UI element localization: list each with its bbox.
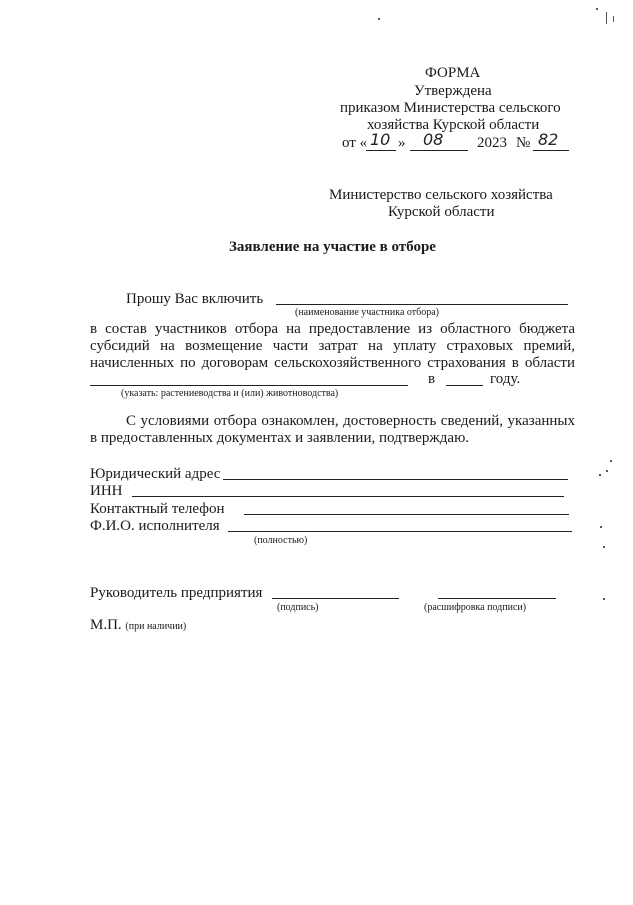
scan-speck bbox=[606, 470, 608, 472]
participant-name-field[interactable] bbox=[276, 304, 568, 305]
addressee-line-1: Министерство сельского хозяйства bbox=[329, 187, 553, 203]
scan-speck bbox=[613, 16, 614, 22]
number-underline bbox=[533, 150, 569, 151]
branch-caption: (указать: растениеводства и (или) животноводства) bbox=[121, 388, 339, 399]
scan-speck bbox=[603, 598, 605, 600]
date-prefix: от « bbox=[342, 135, 368, 151]
legal-address-field[interactable] bbox=[223, 479, 568, 480]
approved-label: Утверждена bbox=[414, 83, 492, 99]
scan-speck bbox=[599, 474, 601, 476]
paragraph-line-2: субсидий на возмещение части затрат на уплату страховых премий, bbox=[90, 338, 575, 354]
date-month-handwritten: 08 bbox=[423, 130, 444, 149]
branch-field[interactable] bbox=[90, 385, 408, 386]
inn-field[interactable] bbox=[132, 496, 564, 497]
year-label: году. bbox=[490, 371, 521, 387]
executor-caption: (полностью) bbox=[254, 535, 308, 546]
year-field[interactable] bbox=[446, 385, 483, 386]
date-day-handwritten: 10 bbox=[370, 130, 391, 149]
number-label: № bbox=[516, 135, 531, 151]
date-year: 2023 bbox=[477, 135, 507, 151]
signature-field[interactable] bbox=[272, 598, 399, 599]
request-prefix: Прошу Вас включить bbox=[126, 291, 264, 307]
scan-speck bbox=[603, 546, 605, 548]
paragraph-line-1: в состав участников отбора на предоставление из областного бюджета bbox=[90, 321, 575, 337]
order-line-1: приказом Министерства сельского bbox=[340, 100, 561, 116]
consent-line-2: в предоставленных документах и заявлении, подтверждаю. bbox=[90, 430, 470, 446]
signature-caption: (подпись) bbox=[277, 602, 319, 613]
participant-caption: (наименование участника отбора) bbox=[295, 307, 439, 318]
stamp-label bbox=[90, 616, 186, 634]
head-label: Руководитель предприятия bbox=[90, 585, 263, 601]
scan-speck bbox=[610, 460, 612, 462]
scan-speck bbox=[600, 526, 602, 528]
day-underline bbox=[366, 150, 396, 151]
scan-speck bbox=[596, 8, 598, 10]
inn-label: ИНН bbox=[90, 483, 123, 499]
order-line-2: хозяйства Курской области bbox=[367, 117, 540, 133]
month-underline bbox=[410, 150, 468, 151]
date-quote-close: » bbox=[398, 135, 406, 151]
stamp-abbrev: М.П. bbox=[90, 617, 122, 633]
consent-line-1: С условиями отбора ознакомлен, достоверность сведений, указанных bbox=[126, 413, 575, 429]
signature-decoding-field[interactable] bbox=[438, 598, 556, 599]
phone-field[interactable] bbox=[244, 514, 569, 515]
scan-speck bbox=[378, 18, 380, 20]
executor-field[interactable] bbox=[228, 531, 572, 532]
form-label: ФОРМА bbox=[425, 65, 481, 81]
number-handwritten: 82 bbox=[538, 130, 559, 149]
addressee-line-2: Курской области bbox=[388, 204, 495, 220]
decoding-caption: (расшифровка подписи) bbox=[424, 602, 527, 613]
legal-address-label: Юридический адрес bbox=[90, 466, 221, 482]
executor-label: Ф.И.О. исполнителя bbox=[90, 518, 220, 534]
paragraph-line-3: начисленных по договорам сельскохозяйственного страхования в области bbox=[90, 355, 575, 371]
scan-speck bbox=[606, 12, 607, 24]
phone-label: Контактный телефон bbox=[90, 501, 225, 517]
stamp-note: (при наличии) bbox=[125, 621, 187, 632]
document-title: Заявление на участие в отборе bbox=[229, 239, 436, 255]
in-label: в bbox=[428, 371, 436, 387]
